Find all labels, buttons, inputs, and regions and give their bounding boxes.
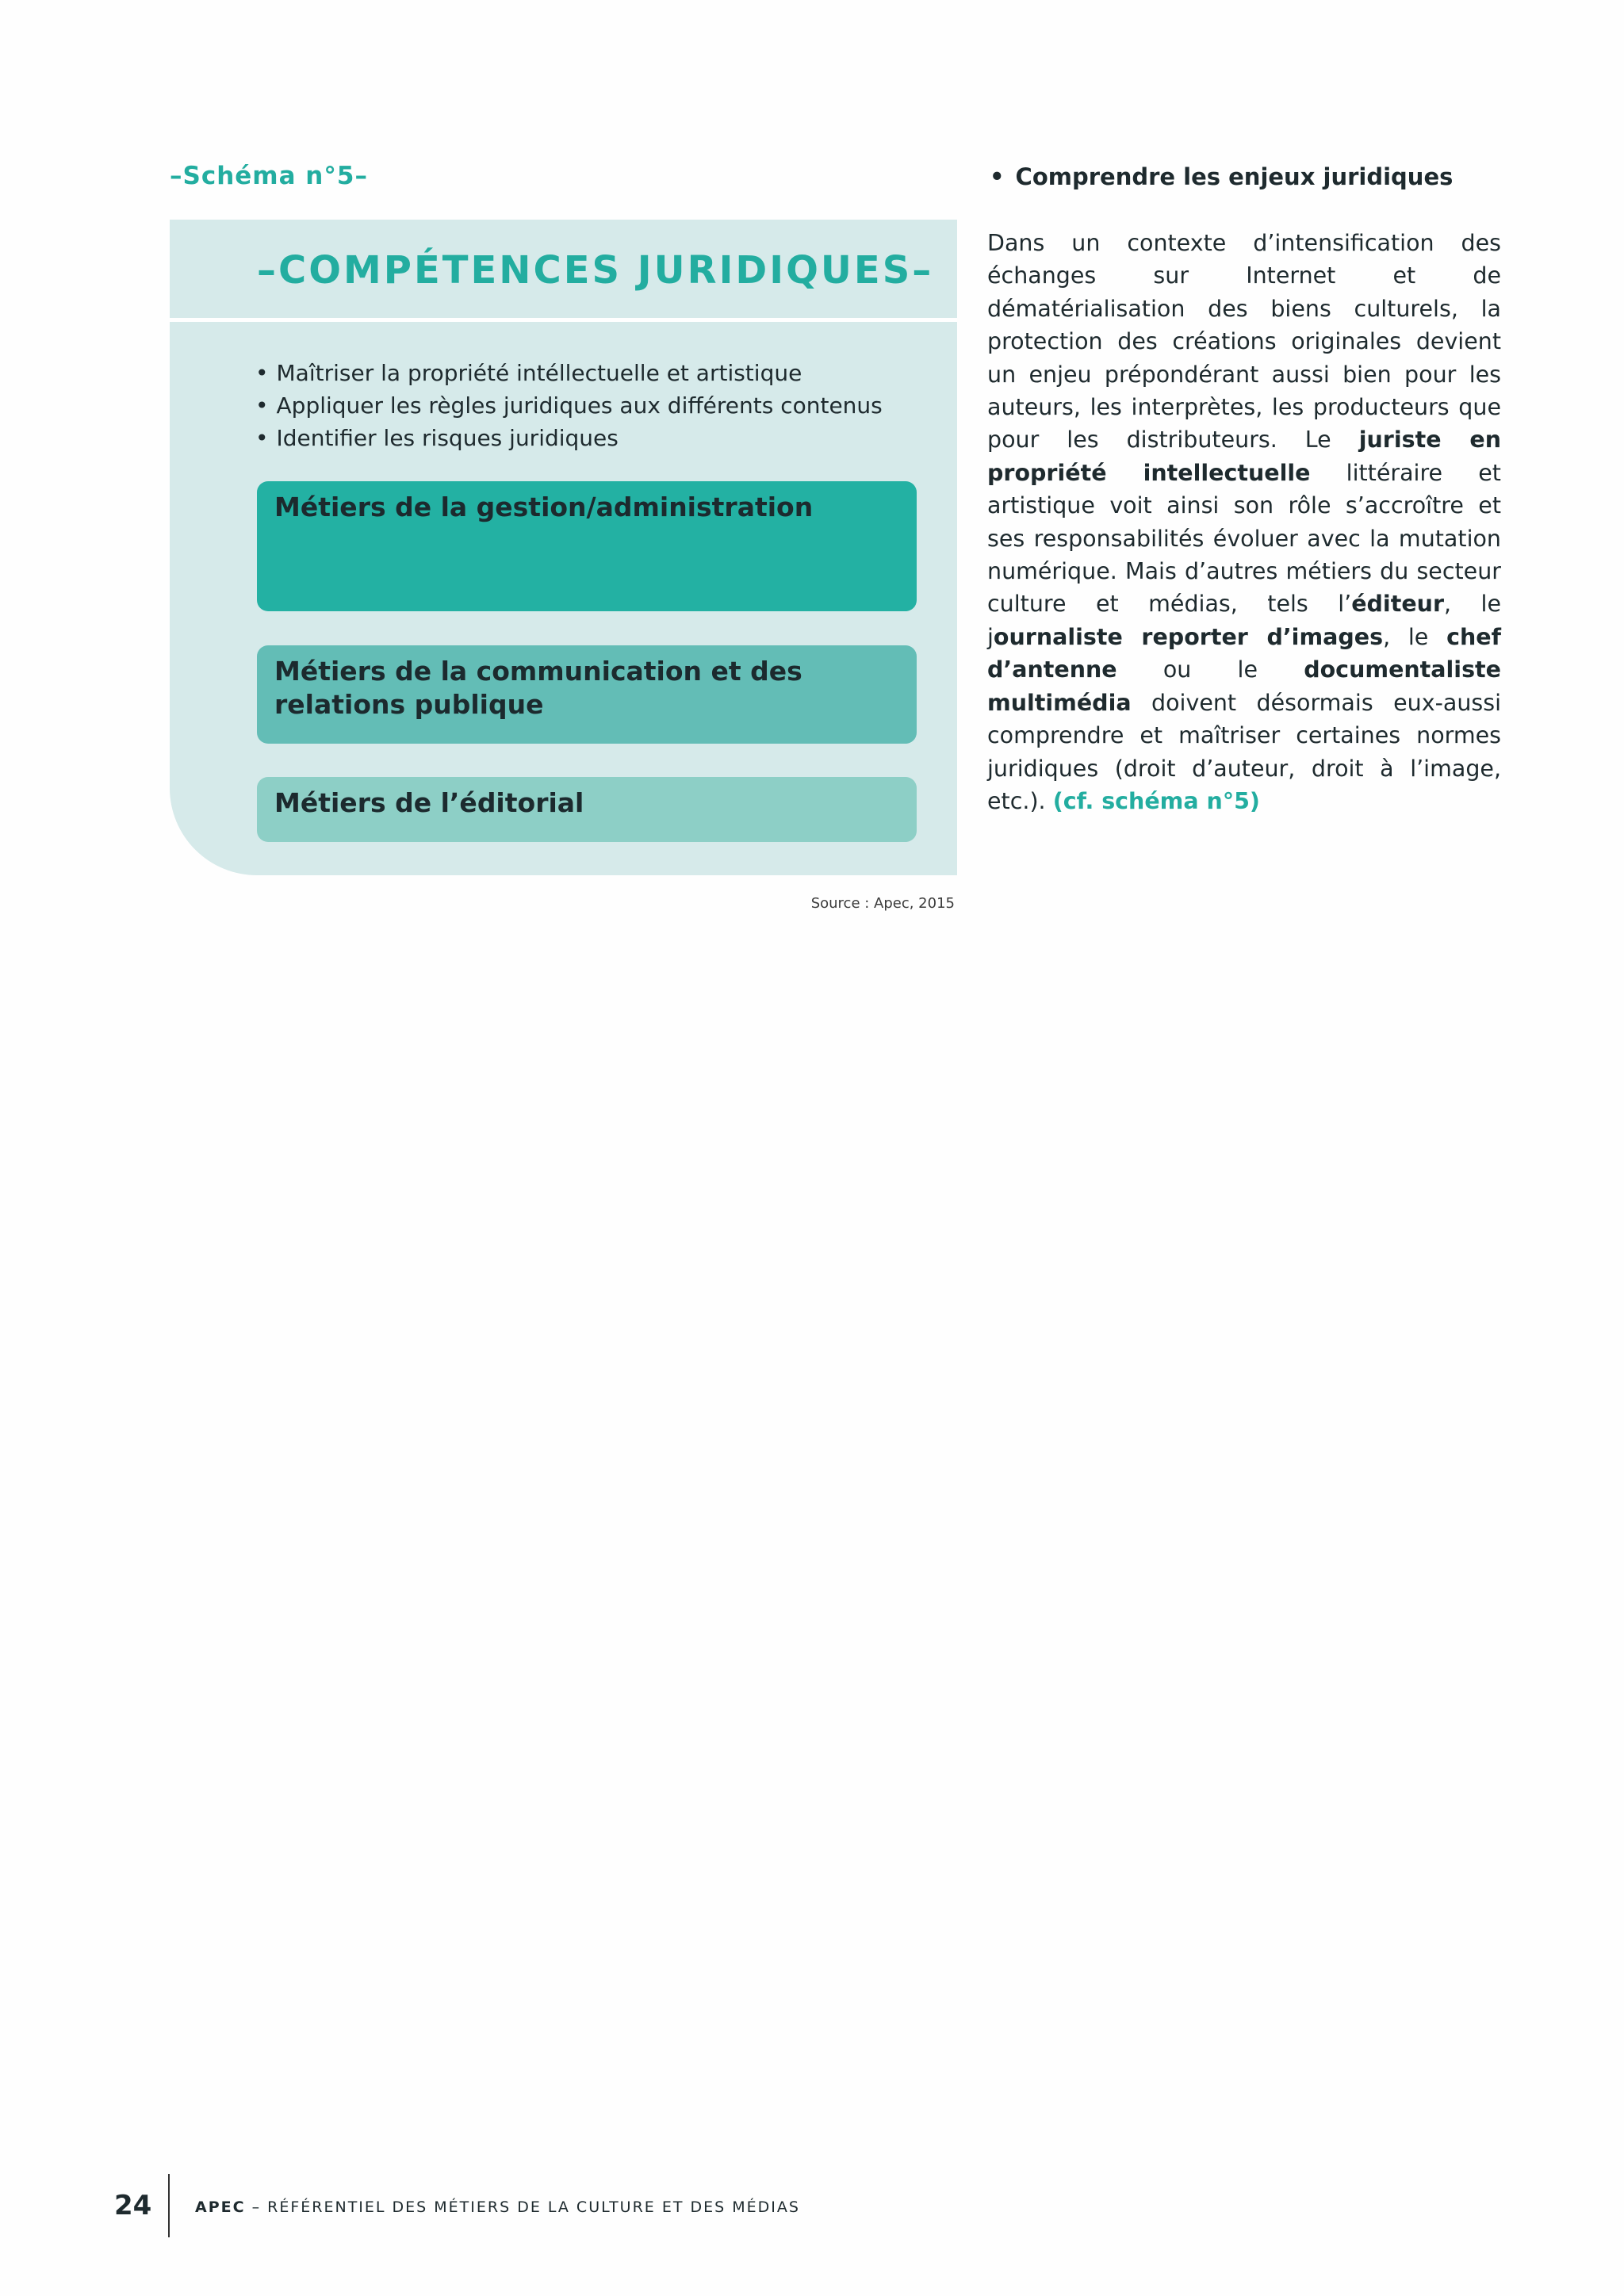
footer-title-text: – RÉFÉRENTIEL DES MÉTIERS DE LA CULTURE ET DES MÉDIAS: [245, 2198, 800, 2216]
skill-item: • Appliquer les règles juridiques aux différents contenus: [255, 389, 883, 422]
footer-brand: APEC: [195, 2198, 246, 2216]
bold-term: chef d’antenne: [987, 623, 1501, 683]
source-caption: Source : Apec, 2015: [810, 895, 955, 912]
page-number: 24: [114, 2190, 152, 2221]
job-box-gestion: Métiers de la gestion/administration: [257, 481, 917, 611]
bold-term: documentaliste multimédia: [987, 656, 1501, 716]
bold-term: éditeur: [1351, 591, 1445, 618]
schema-panel: [170, 220, 957, 875]
bold-term: ournaliste reporter d’images: [993, 623, 1384, 650]
bold-term: juriste en propriété intellectuelle: [987, 427, 1501, 486]
text-run: ou le: [1116, 656, 1304, 683]
schema-title: –COMPÉTENCES JURIDIQUES–: [257, 248, 934, 293]
text-run: littéraire et artistique voit ainsi son rôle s’accroître et ses responsabilités évoluer avec la mutation numérique. Mais d’autres métiers du secteur culture et médias, tels l’: [987, 459, 1501, 618]
article-heading: • Comprendre les enjeux juridiques: [990, 163, 1453, 190]
job-box-communication: Métiers de la communication et des relations publique: [257, 645, 917, 744]
skill-item: • Identifier les risques juridiques: [255, 422, 883, 454]
skill-item: • Maîtriser la propriété intéllectuelle et artistique: [255, 357, 883, 389]
text-run: , le j: [987, 591, 1501, 650]
schema-header: [170, 220, 957, 322]
article-body: [987, 227, 1501, 817]
footer-divider: [168, 2174, 170, 2237]
schema-label: –Schéma n°5–: [170, 162, 368, 190]
text-run: , le: [1383, 623, 1447, 650]
text-run: doivent désormais eux-aussi comprendre et maîtriser certaines normes juridiques (droit d’auteur, droit à l’image, etc.).: [987, 689, 1501, 814]
footer-title: [195, 2198, 800, 2216]
text-run: Dans un contexte d’intensification des échanges sur Internet et de dématérialisation des biens culturels, la protection des créations originales devient un enjeu prépondérant aussi bien pour les auteurs, les interprètes, les producteurs que pour les distributeurs. Le: [987, 230, 1501, 453]
job-box-editorial: Métiers de l’éditorial: [257, 777, 917, 842]
schema-reference: (cf. schéma n°5): [1052, 787, 1260, 814]
skills-list: [255, 357, 883, 454]
